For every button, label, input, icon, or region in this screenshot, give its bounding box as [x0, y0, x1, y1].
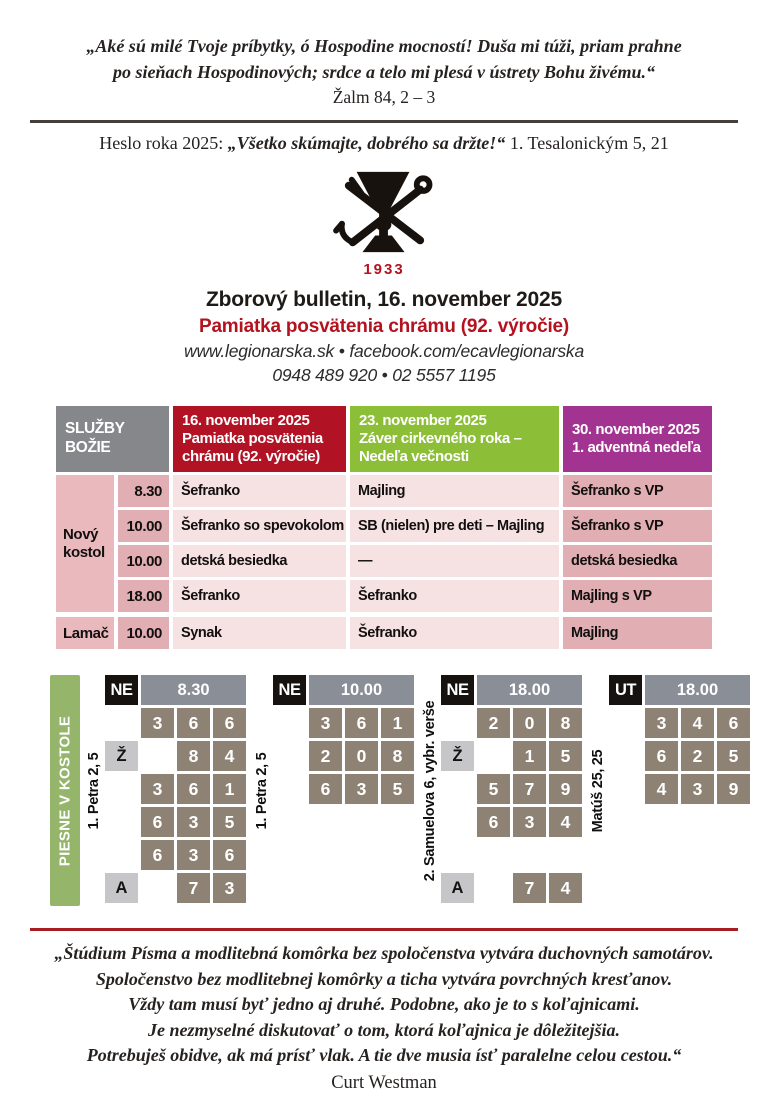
song-digit: 3	[177, 840, 210, 870]
song-block-ut-1800	[609, 675, 750, 804]
song-digit: 8	[381, 741, 414, 771]
song-digit: 7	[513, 774, 546, 804]
time-badge: 8.30	[141, 675, 246, 705]
time-badge: 18.00	[477, 675, 582, 705]
top-divider	[30, 120, 738, 123]
song-digit: 3	[645, 708, 678, 738]
column-date: 30. november 2025	[572, 420, 700, 438]
song-digit: 4	[645, 774, 678, 804]
service-cell: Šefranko s VP	[563, 510, 712, 542]
founding-year: 1933	[363, 261, 405, 279]
psalm-tag: Ž	[105, 741, 138, 771]
service-cell: Šefranko	[173, 580, 346, 612]
song-digit: 8	[549, 708, 582, 738]
song-digit: 3	[141, 708, 174, 738]
songs-sidebar	[50, 675, 80, 906]
antiphon-tag: A	[441, 873, 474, 903]
bottom-divider	[30, 928, 738, 931]
psalm-quote-line: „Aké sú milé Tvoje príbytky, ó Hospodine mocností! Duša mi túži, priam prahne	[86, 36, 682, 56]
song-digit: 3	[309, 708, 342, 738]
time-badge: 18.00	[645, 675, 750, 705]
song-digit: 6	[345, 708, 378, 738]
motto-reference: 1. Tesalonickým 5, 21	[505, 133, 669, 154]
song-digit: 3	[513, 807, 546, 837]
services-table-header	[56, 406, 712, 472]
song-digit: 2	[309, 741, 342, 771]
service-time: 18.00	[118, 580, 169, 612]
scripture-label: 1. Petra 2, 5	[86, 752, 102, 829]
song-block-ne-830	[105, 675, 246, 903]
column-date: 23. november 2025	[359, 411, 487, 429]
psalm-quote	[0, 0, 768, 108]
bulletin-subtitle: Pamiatka posvätenia chrámu (92. výročie)	[198, 316, 570, 338]
column-header-16-november	[173, 406, 346, 472]
service-cell: Synak	[173, 617, 346, 649]
service-cell: Šefranko	[350, 617, 559, 649]
song-digit: 2	[477, 708, 510, 738]
day-badge: NE	[105, 675, 138, 705]
column-desc: Pamiatka posvätenia chrámu (92. výročie)	[182, 429, 323, 466]
day-badge: NE	[441, 675, 474, 705]
song-digit: 1	[213, 774, 246, 804]
song-digit: 6	[645, 741, 678, 771]
song-digit: 1	[513, 741, 546, 771]
song-digit: 2	[681, 741, 714, 771]
song-digit: 6	[213, 708, 246, 738]
song-digit: 3	[681, 774, 714, 804]
column-header-30-november	[563, 406, 712, 472]
column-desc: Záver cirkevného roka – Nedeľa večnosti	[359, 429, 522, 466]
services-table-body	[56, 475, 712, 612]
service-cell: Majling s VP	[563, 580, 712, 612]
psalm-reference: Žalm 84, 2 – 3	[332, 87, 436, 108]
song-digit: 5	[381, 774, 414, 804]
song-block-ne-1800	[441, 675, 582, 903]
closing-quote-line: Je nezmyselné diskutovať o tom, ktorá koľajnica je dôležitejšia.	[148, 1019, 620, 1040]
song-digit: 7	[177, 873, 210, 903]
psalm-tag: Ž	[441, 741, 474, 771]
scripture-label: Matúš 25, 25	[590, 749, 606, 832]
web-links[interactable]: www.legionarska.sk • facebook.com/ecavlegionarska	[184, 341, 584, 362]
service-cell: Šefranko	[350, 580, 559, 612]
services-table-lamac-row	[56, 617, 712, 649]
song-digit: 6	[141, 840, 174, 870]
closing-quote-line: Potrebuješ obidve, ak má prísť vlak. A tie dve musia ísť paralelne celou cestou.“	[86, 1045, 682, 1066]
scripture-label: 1. Petra 2, 5	[254, 752, 270, 829]
services-corner-label: SLUŽBY BOŽIE	[56, 406, 169, 472]
song-digit: 8	[177, 741, 210, 771]
song-digit: 6	[717, 708, 750, 738]
chalice-anchor-icon	[325, 168, 443, 258]
closing-quote-line: Vždy tam musí byť jedno aj druhé. Podobne, ako je to s koľajnicami.	[128, 994, 640, 1015]
service-time: 8.30	[118, 475, 169, 507]
songs-section	[50, 675, 768, 906]
column-header-23-november	[350, 406, 559, 472]
song-block-ne-1000	[273, 675, 414, 804]
song-digit: 0	[513, 708, 546, 738]
bulletin-title: Zborový bulletin, 16. november 2025	[206, 288, 562, 312]
song-digit: 5	[717, 741, 750, 771]
column-date: 16. november 2025	[182, 411, 310, 429]
song-digit: 6	[477, 807, 510, 837]
service-cell: Šefranko s VP	[563, 475, 712, 507]
song-digit: 9	[549, 774, 582, 804]
motto-quote: „Všetko skúmajte, dobrého sa držte!“	[227, 133, 506, 154]
song-digit: 1	[381, 708, 414, 738]
song-digit: 5	[477, 774, 510, 804]
closing-quote-line: „Štúdium Písma a modlitebná komôrka bez spoločenstva vytvára duchovných samotárov.	[54, 943, 714, 964]
psalm-quote-line: po sieňach Hospodinových; srdce a telo mi plesá v ústrety Bohu živému.“	[113, 61, 655, 82]
song-digit: 7	[513, 873, 546, 903]
place-label: Nový kostol	[56, 475, 114, 612]
service-time: 10.00	[118, 510, 169, 542]
place-label: Lamač	[56, 617, 114, 649]
motto-prefix: Heslo roka 2025:	[99, 133, 228, 154]
song-digit: 4	[681, 708, 714, 738]
song-digit: 4	[549, 807, 582, 837]
song-digit: 3	[345, 774, 378, 804]
service-cell: —	[350, 545, 559, 577]
song-digit: 0	[345, 741, 378, 771]
song-digit: 6	[177, 708, 210, 738]
service-cell: Majling	[350, 475, 559, 507]
church-emblem	[0, 168, 768, 278]
antiphon-tag: A	[105, 873, 138, 903]
song-digit: 4	[549, 873, 582, 903]
service-time: 10.00	[118, 617, 169, 649]
service-cell: SB (nielen) pre deti – Majling	[350, 510, 559, 542]
song-digit: 3	[213, 873, 246, 903]
day-badge: UT	[609, 675, 642, 705]
column-desc: 1. adventná nedeľa	[572, 439, 701, 457]
closing-quote-line: Spoločenstvo bez modlitebnej komôrky a ticha vytvára povrchných kresťanov.	[95, 968, 673, 989]
song-digit: 3	[141, 774, 174, 804]
songs-sidebar-label: PIESNE V KOSTOLE	[56, 715, 74, 866]
song-digit: 3	[177, 807, 210, 837]
song-digit: 6	[309, 774, 342, 804]
service-cell: detská besiedka	[173, 545, 346, 577]
service-cell: Šefranko so spevokolom	[173, 510, 346, 542]
phone-numbers: 0948 489 920 • 02 5557 1195	[272, 365, 496, 386]
year-motto	[0, 133, 768, 154]
service-cell: detská besiedka	[563, 545, 712, 577]
service-cell: Šefranko	[173, 475, 346, 507]
time-badge: 10.00	[309, 675, 414, 705]
song-digit: 9	[717, 774, 750, 804]
scripture-label: 2. Samuelova 6, vybr. verše	[422, 700, 438, 881]
song-digit: 6	[141, 807, 174, 837]
services-table	[56, 406, 712, 649]
quote-author: Curt Westman	[331, 1072, 437, 1093]
song-digit: 6	[213, 840, 246, 870]
closing-quote	[0, 941, 768, 1094]
song-digit: 6	[177, 774, 210, 804]
song-digit: 5	[213, 807, 246, 837]
service-time: 10.00	[118, 545, 169, 577]
service-cell: Majling	[563, 617, 712, 649]
song-digit: 4	[213, 741, 246, 771]
day-badge: NE	[273, 675, 306, 705]
song-digit: 5	[549, 741, 582, 771]
